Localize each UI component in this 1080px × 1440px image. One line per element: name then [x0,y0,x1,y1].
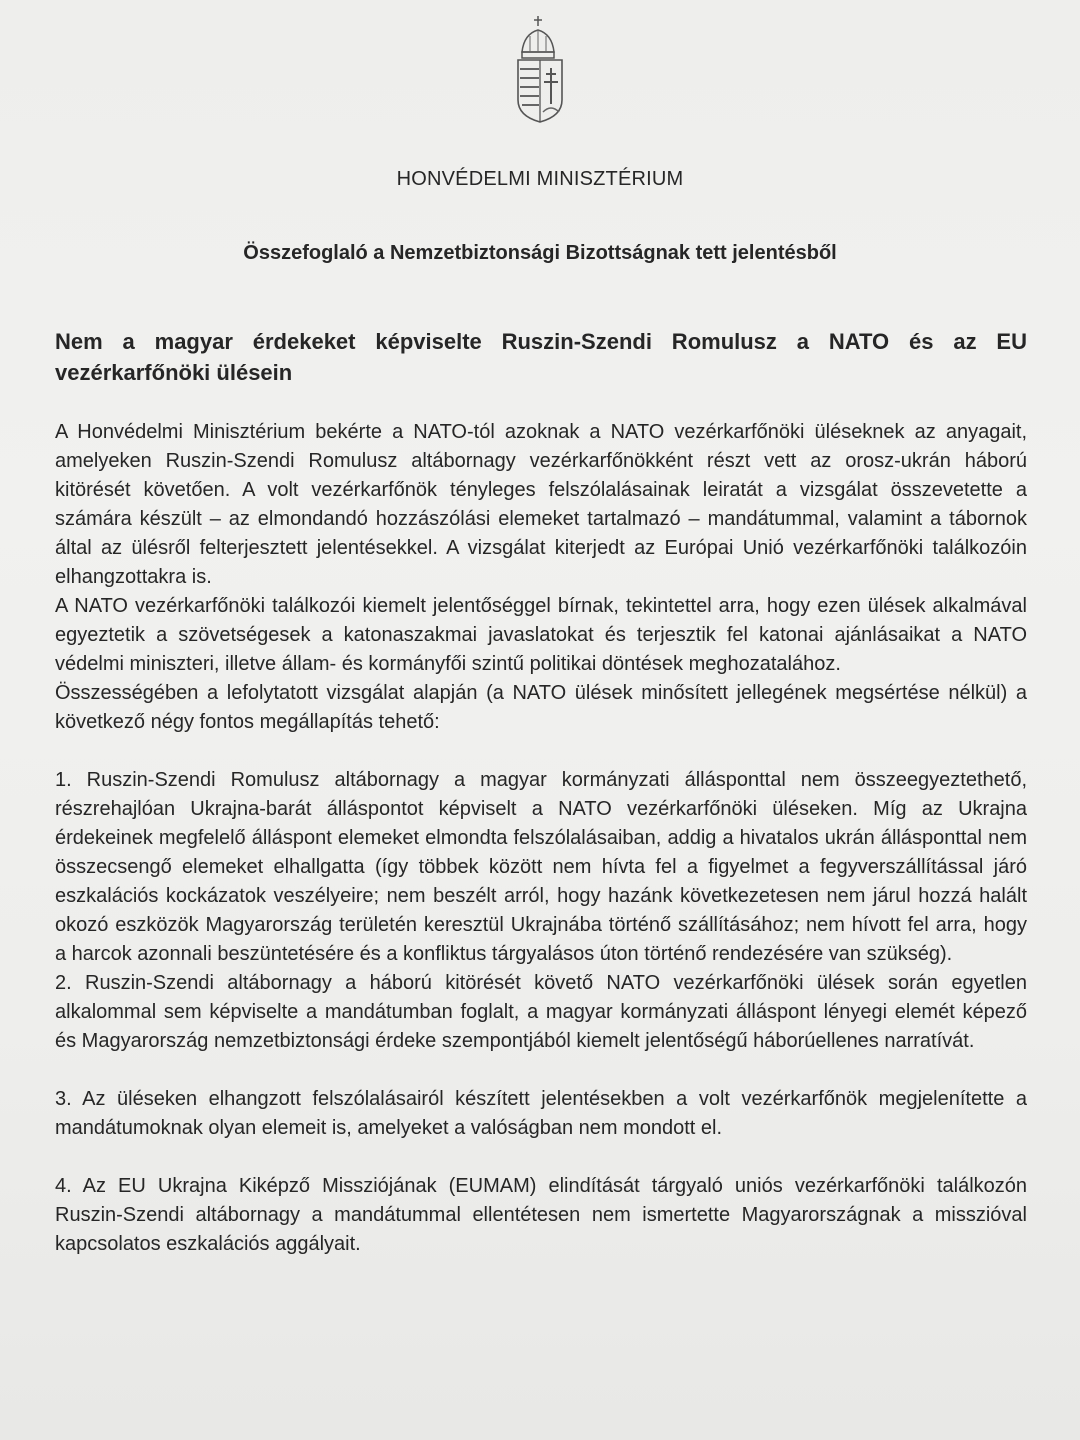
finding-item-1: 1. Ruszin-Szendi Romulusz altábornagy a magyar kormányzati állásponttal nem összeegyeztethető, részrehajlóan Ukrajna-barát álláspontot képviselt a NATO vezérkarfőnöki üléseken. Míg az Ukrajna érdekeinek megfelelő álláspont elemeket elmondta felszólalásaiban, addig a hivatalos ukrán állásponttal nem összecsengő elemeket elhallgatta (így többek között nem hívta fel a figyelmet a fegyverszállítással járó eszkalációs kockázatok veszélyeire; nem beszélt arról, hogy hazánk következetesen nem járul hozzá halált okozó eszközök Magyarország területén keresztül Ukrajnába történő szállításához; nem hívott fel arra, hogy a harcok azonnali beszüntetésére és a konfliktus tárgyalásos úton történő rendezésére van szükség). [55,769,1027,965]
intro-paragraph-3: Összességében a lefolytatott vizsgálat alapján (a NATO ülések minősített jellegének megsértése nélkül) a következő négy fontos megállapítás tehető: [55,682,1027,733]
finding-item-3: 3. Az üléseken elhangzott felszólalásairól készített jelentésekben a volt vezérkarfőnök megjelenítette a mandátumoknak olyan elemeit is, amelyeket a valóságban nem mondott el. [55,1088,1027,1139]
intro-paragraph-1: A Honvédelmi Minisztérium bekérte a NATO-tól azoknak a NATO vezérkarfőnöki üléseknek az anyagait, amelyeken Ruszin-Szendi Romulusz altábornagy vezérkarfőnökként részt vett az orosz-ukrán háború kitörését követően. A volt vezérkarfőnök tényleges felszólalásainak leiratát a vizsgálat összevetette a számára készült – az elmondandó hozzászólási elemeket tartalmazó – mandátummal, valamint a tábornok által az ülésről felterjesztett jelentésekkel. A vizsgálat kiterjedt az Európai Unió vezérkarfőnöki találkozóin elhangzottakra is. [55,421,1027,588]
finding-item-4: 4. Az EU Ukrajna Kiképző Missziójának (EUMAM) elindítását tárgyaló uniós vezérkarfőnöki találkozón Ruszin-Szendi altábornagy a mandátummal ellentétesen nem ismertette Magyarországnak a misszióval kapcsolatos eszkalációs aggályait. [55,1175,1027,1255]
hungarian-coat-of-arms-icon [510,12,570,126]
document-subtitle: Összefoglaló a Nemzetbiztonsági Bizottságnak tett jelentésből [243,242,837,264]
ministry-name: HONVÉDELMI MINISZTÉRIUM [396,168,684,190]
document-body [55,418,1027,1259]
document-headline: Nem a magyar érdekeket képviselte Ruszin-Szendi Romulusz a NATO és az EU vezérkarfőnöki ülésein [55,329,1027,385]
finding-item-2: 2. Ruszin-Szendi altábornagy a háború kitörését követő NATO vezérkarfőnöki ülések során egyetlen alkalommal sem képviselte a mandátumban foglalt, a magyar kormányzati álláspont lényegi elemét képező és Magyarország nemzetbiztonsági érdeke szempontjából kiemelt jelentőségű háborúellenes narratívát. [55,972,1027,1052]
intro-paragraph-2: A NATO vezérkarfőnöki találkozói kiemelt jelentőséggel bírnak, tekintettel arra, hogy ezen ülések alkalmával egyeztetik a szövetségesek a katonaszakmai javaslatokat és terjesztik fel katonai ajánlásaikat a NATO védelmi miniszteri, illetve állam- és kormányfői szintű politikai döntések meghozatalához. [55,595,1027,675]
